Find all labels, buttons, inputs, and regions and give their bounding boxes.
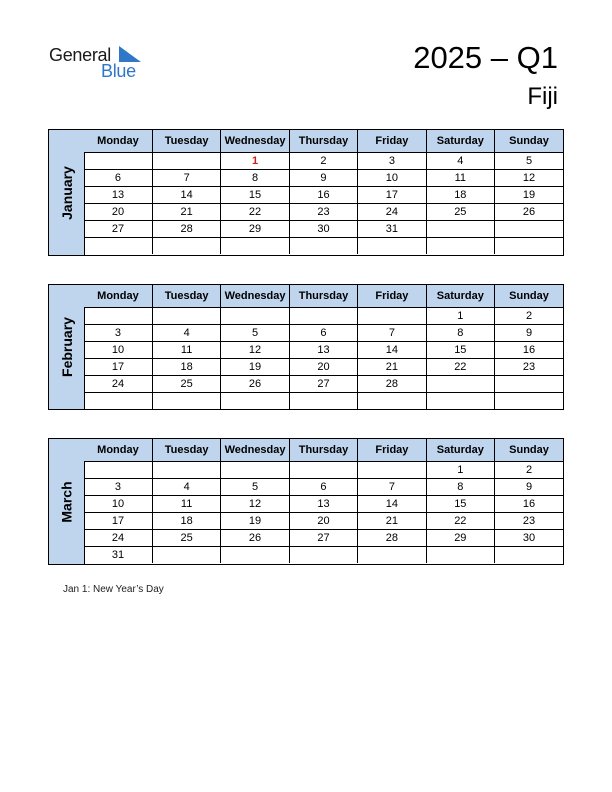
day-cell: 2 [495, 462, 563, 479]
day-cell: 2 [289, 153, 357, 170]
day-cell [426, 376, 494, 393]
day-cell: 9 [495, 479, 563, 496]
week-row [84, 153, 563, 170]
day-cell: 26 [221, 530, 289, 547]
day-cell: 16 [495, 342, 563, 359]
day-cell [289, 462, 357, 479]
day-cell: 24 [84, 530, 152, 547]
weekday-header-thursday: Thursday [289, 285, 357, 308]
week-row [84, 479, 563, 496]
day-cell: 13 [84, 187, 152, 204]
day-cell [152, 308, 220, 325]
day-cell: 12 [221, 496, 289, 513]
day-cell: 14 [358, 342, 426, 359]
weekday-header-monday: Monday [84, 439, 152, 462]
month-name: January [58, 165, 75, 220]
holiday-note: Jan 1: New Year’s Day [63, 584, 164, 595]
day-cell: 1 [426, 308, 494, 325]
day-cell: 14 [358, 496, 426, 513]
day-cell: 24 [358, 204, 426, 221]
week-row [84, 496, 563, 513]
day-cell: 19 [221, 513, 289, 530]
day-cell [84, 393, 152, 410]
day-cell [358, 308, 426, 325]
day-cell [84, 462, 152, 479]
day-cell: 8 [426, 325, 494, 342]
day-cell: 29 [426, 530, 494, 547]
day-cell: 13 [289, 342, 357, 359]
day-cell: 17 [358, 187, 426, 204]
day-cell: 14 [152, 187, 220, 204]
day-cell: 28 [358, 530, 426, 547]
month-block-january [48, 129, 564, 256]
day-cell [358, 393, 426, 410]
weekday-header-sunday: Sunday [495, 439, 563, 462]
day-cell: 24 [84, 376, 152, 393]
day-cell: 20 [289, 359, 357, 376]
weekday-header-saturday: Saturday [426, 285, 494, 308]
day-cell [221, 547, 289, 564]
calendar-table [84, 130, 563, 254]
logo-word-blue: Blue [101, 61, 136, 81]
day-cell: 4 [152, 325, 220, 342]
week-row [84, 547, 563, 564]
day-cell: 27 [84, 221, 152, 238]
day-cell: 26 [495, 204, 563, 221]
day-cell: 21 [358, 513, 426, 530]
day-cell [84, 238, 152, 255]
day-cell: 4 [152, 479, 220, 496]
weekday-header-wednesday: Wednesday [221, 130, 289, 153]
day-cell: 9 [495, 325, 563, 342]
day-cell: 23 [495, 513, 563, 530]
weekday-header-wednesday: Wednesday [221, 285, 289, 308]
week-row [84, 221, 563, 238]
day-cell: 25 [152, 376, 220, 393]
day-cell [289, 547, 357, 564]
day-cell: 12 [221, 342, 289, 359]
day-cell [426, 393, 494, 410]
weekday-header-friday: Friday [358, 285, 426, 308]
day-cell: 3 [358, 153, 426, 170]
day-cell: 30 [289, 221, 357, 238]
day-cell [426, 238, 494, 255]
week-row [84, 238, 563, 255]
day-cell [152, 462, 220, 479]
day-cell [495, 393, 563, 410]
day-cell: 19 [221, 359, 289, 376]
day-cell [84, 308, 152, 325]
day-cell: 3 [84, 325, 152, 342]
day-cell: 22 [426, 513, 494, 530]
month-name: March [58, 480, 75, 523]
week-row [84, 359, 563, 376]
day-cell [426, 221, 494, 238]
week-row [84, 513, 563, 530]
weekday-header-tuesday: Tuesday [152, 285, 220, 308]
month-block-february [48, 284, 564, 410]
day-cell: 23 [289, 204, 357, 221]
weekday-header-monday: Monday [84, 285, 152, 308]
day-cell [358, 238, 426, 255]
week-row [84, 308, 563, 325]
day-cell: 31 [358, 221, 426, 238]
generalblue-logo [49, 44, 149, 84]
weekday-header-sunday: Sunday [495, 285, 563, 308]
logo-word-general: General [49, 45, 111, 65]
day-cell: 10 [84, 496, 152, 513]
day-cell: 8 [426, 479, 494, 496]
weekday-header-tuesday: Tuesday [152, 439, 220, 462]
day-cell: 18 [152, 359, 220, 376]
day-cell: 20 [84, 204, 152, 221]
day-cell: 20 [289, 513, 357, 530]
day-cell: 6 [289, 479, 357, 496]
month-block-march [48, 438, 564, 565]
weekday-header-saturday: Saturday [426, 439, 494, 462]
day-cell: 10 [358, 170, 426, 187]
weekday-header-monday: Monday [84, 130, 152, 153]
day-cell: 11 [152, 342, 220, 359]
day-cell [358, 462, 426, 479]
day-cell [289, 238, 357, 255]
day-cell: 9 [289, 170, 357, 187]
day-cell: 6 [289, 325, 357, 342]
day-cell: 11 [152, 496, 220, 513]
weekday-header-wednesday: Wednesday [221, 439, 289, 462]
week-row [84, 530, 563, 547]
day-cell: 28 [152, 221, 220, 238]
weekday-header-thursday: Thursday [289, 130, 357, 153]
day-cell: 3 [84, 479, 152, 496]
day-cell [289, 308, 357, 325]
month-label [49, 439, 85, 564]
day-cell: 1 [426, 462, 494, 479]
week-row [84, 376, 563, 393]
day-cell [152, 153, 220, 170]
day-cell: 5 [221, 479, 289, 496]
day-cell: 15 [221, 187, 289, 204]
weekday-header-friday: Friday [358, 130, 426, 153]
week-row [84, 170, 563, 187]
day-cell [426, 547, 494, 564]
day-cell [152, 238, 220, 255]
day-cell: 10 [84, 342, 152, 359]
day-cell: 7 [358, 479, 426, 496]
day-cell: 17 [84, 513, 152, 530]
day-cell: 4 [426, 153, 494, 170]
week-row [84, 342, 563, 359]
day-cell [495, 376, 563, 393]
day-cell: 22 [221, 204, 289, 221]
day-cell: 1 [221, 153, 289, 170]
weekday-header-tuesday: Tuesday [152, 130, 220, 153]
day-cell [495, 221, 563, 238]
day-cell: 6 [84, 170, 152, 187]
weekday-header-thursday: Thursday [289, 439, 357, 462]
day-cell: 31 [111, 549, 125, 561]
week-row [84, 393, 563, 410]
day-cell: 27 [289, 376, 357, 393]
day-cell: 18 [426, 187, 494, 204]
day-cell: 25 [152, 530, 220, 547]
day-cell: 26 [221, 376, 289, 393]
day-cell: 30 [495, 530, 563, 547]
month-label [49, 130, 85, 255]
day-cell: 27 [289, 530, 357, 547]
week-row [84, 204, 563, 221]
weekday-header-saturday: Saturday [426, 130, 494, 153]
day-cell: 12 [495, 170, 563, 187]
day-cell: 29 [221, 221, 289, 238]
day-cell: 13 [289, 496, 357, 513]
day-cell: 18 [152, 513, 220, 530]
day-cell [84, 153, 152, 170]
holiday-notes [63, 584, 164, 595]
page-title: 2025 – Q1 [413, 40, 558, 75]
day-cell: 28 [358, 376, 426, 393]
day-cell [221, 238, 289, 255]
day-cell: 17 [84, 359, 152, 376]
day-cell [289, 393, 357, 410]
day-cell: 21 [152, 204, 220, 221]
day-cell: 16 [495, 496, 563, 513]
day-cell: 22 [426, 359, 494, 376]
day-cell: 21 [358, 359, 426, 376]
day-cell: 8 [221, 170, 289, 187]
day-cell: 16 [289, 187, 357, 204]
month-name: February [58, 317, 75, 377]
month-label [49, 285, 85, 409]
calendar-table [84, 285, 563, 409]
day-cell [358, 547, 426, 564]
day-cell [221, 462, 289, 479]
day-cell [221, 393, 289, 410]
week-row [84, 325, 563, 342]
day-cell: 23 [495, 359, 563, 376]
day-cell: 19 [495, 187, 563, 204]
calendar-table [84, 439, 563, 563]
weekday-header-friday: Friday [358, 439, 426, 462]
day-cell: 25 [426, 204, 494, 221]
week-row [84, 462, 563, 479]
day-cell: 7 [358, 325, 426, 342]
day-cell: 5 [495, 153, 563, 170]
day-cell: 15 [426, 496, 494, 513]
day-cell: 11 [426, 170, 494, 187]
week-row [84, 187, 563, 204]
day-cell [152, 547, 220, 564]
day-cell [221, 308, 289, 325]
day-cell: 5 [221, 325, 289, 342]
day-cell [495, 238, 563, 255]
logo-triangle-icon [119, 46, 141, 62]
day-cell: 7 [152, 170, 220, 187]
weekday-header-sunday: Sunday [495, 130, 563, 153]
day-cell [152, 393, 220, 410]
country-title: Fiji [527, 83, 558, 110]
day-cell [495, 547, 563, 564]
day-cell: 15 [426, 342, 494, 359]
day-cell: 2 [495, 308, 563, 325]
